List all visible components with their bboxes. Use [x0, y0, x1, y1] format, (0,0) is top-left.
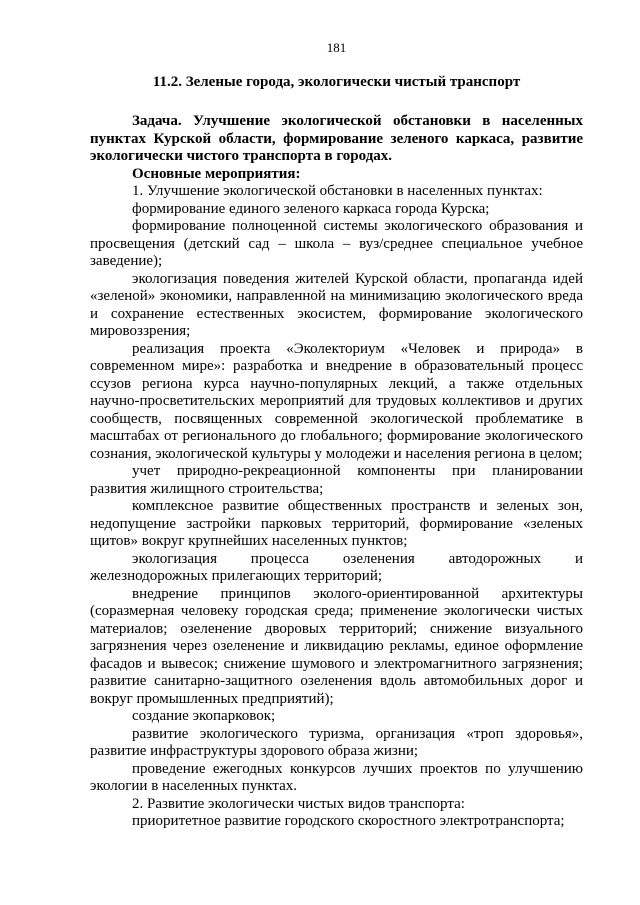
paragraph: развитие экологического туризма, организация «троп здоровья», развитие инфраструктуры здорового образа жизни; — [90, 725, 583, 759]
paragraph: формирование полноценной системы экологического образования и просвещения (детский сад – школа – вуз/среднее специальное учебное заведение); — [90, 218, 583, 269]
paragraph: создание экопарковок; — [132, 708, 276, 724]
paragraph: реализация проекта «Эколекториум «Человек и природа» в современном мире»: разработка и внедрение в образовательный процесс ссузов региона курса научно-популярных лекций, а также отдельных научно-просветительских мероприятий для трудовых коллективов и других сообществ, посвященных современной экологической проблематике в масштабах от регионального до глобального; формирование экологического сознания, экологической культуры у молодежи и населения региона в целом; — [90, 340, 583, 462]
paragraph-section-1-heading: 1. Улучшение экологической обстановки в населенных пунктах: — [132, 183, 543, 199]
measures-heading: Основные мероприятия: — [132, 165, 301, 182]
paragraph: приоритетное развитие городского скоростного электротранспорта; — [132, 813, 565, 829]
paragraph: учет природно-рекреационной компоненты при планировании развития жилищного строительства; — [90, 463, 583, 497]
paragraph-section-2-heading: 2. Развитие экологически чистых видов транспорта: — [132, 795, 465, 812]
task-statement: Задача. Улучшение экологической обстановки в населенных пунктах Курской области, формирование зеленого каркаса, развитие экологически чистого транспорта в городах. — [90, 113, 583, 164]
paragraph: внедрение принципов эколого-ориентированной архитектуры (соразмерная человеку городская среда; применение экологически чистых материалов; озеленение дворовых территорий; снижение визуального загрязнения через озеленение и ликвидацию рекламы, единое оформление фасадов и вывесок; снижение шумового и электромагнитного загрязнения; развитие санитарно-защитного озеленения вдоль автомобильных дорог и вокруг промышленных предприятий); — [90, 585, 583, 707]
paragraph: комплексное развитие общественных пространств и зеленых зон, недопущение застройки парковых территорий, формирование «зеленых щитов» вокруг крупнейших населенных пунктов; — [90, 498, 583, 549]
paragraph: экологизация процесса озеленения автодорожных и железнодорожных прилегающих территорий; — [90, 550, 583, 584]
paragraph: проведение ежегодных конкурсов лучших проектов по улучшению экологии в населенных пунктах. — [90, 760, 583, 794]
page-number: 181 — [326, 40, 347, 55]
paragraph: экологизация поведения жителей Курской области, пропаганда идей «зеленой» экономики, направленной на минимизацию экологического вреда и сохранение естественных экосистем, формирование экологического мировоззрения; — [90, 270, 583, 339]
paragraph: формирование единого зеленого каркаса города Курска; — [132, 200, 490, 217]
section-title: 11.2. Зеленые города, экологически чистый транспорт — [152, 74, 521, 90]
